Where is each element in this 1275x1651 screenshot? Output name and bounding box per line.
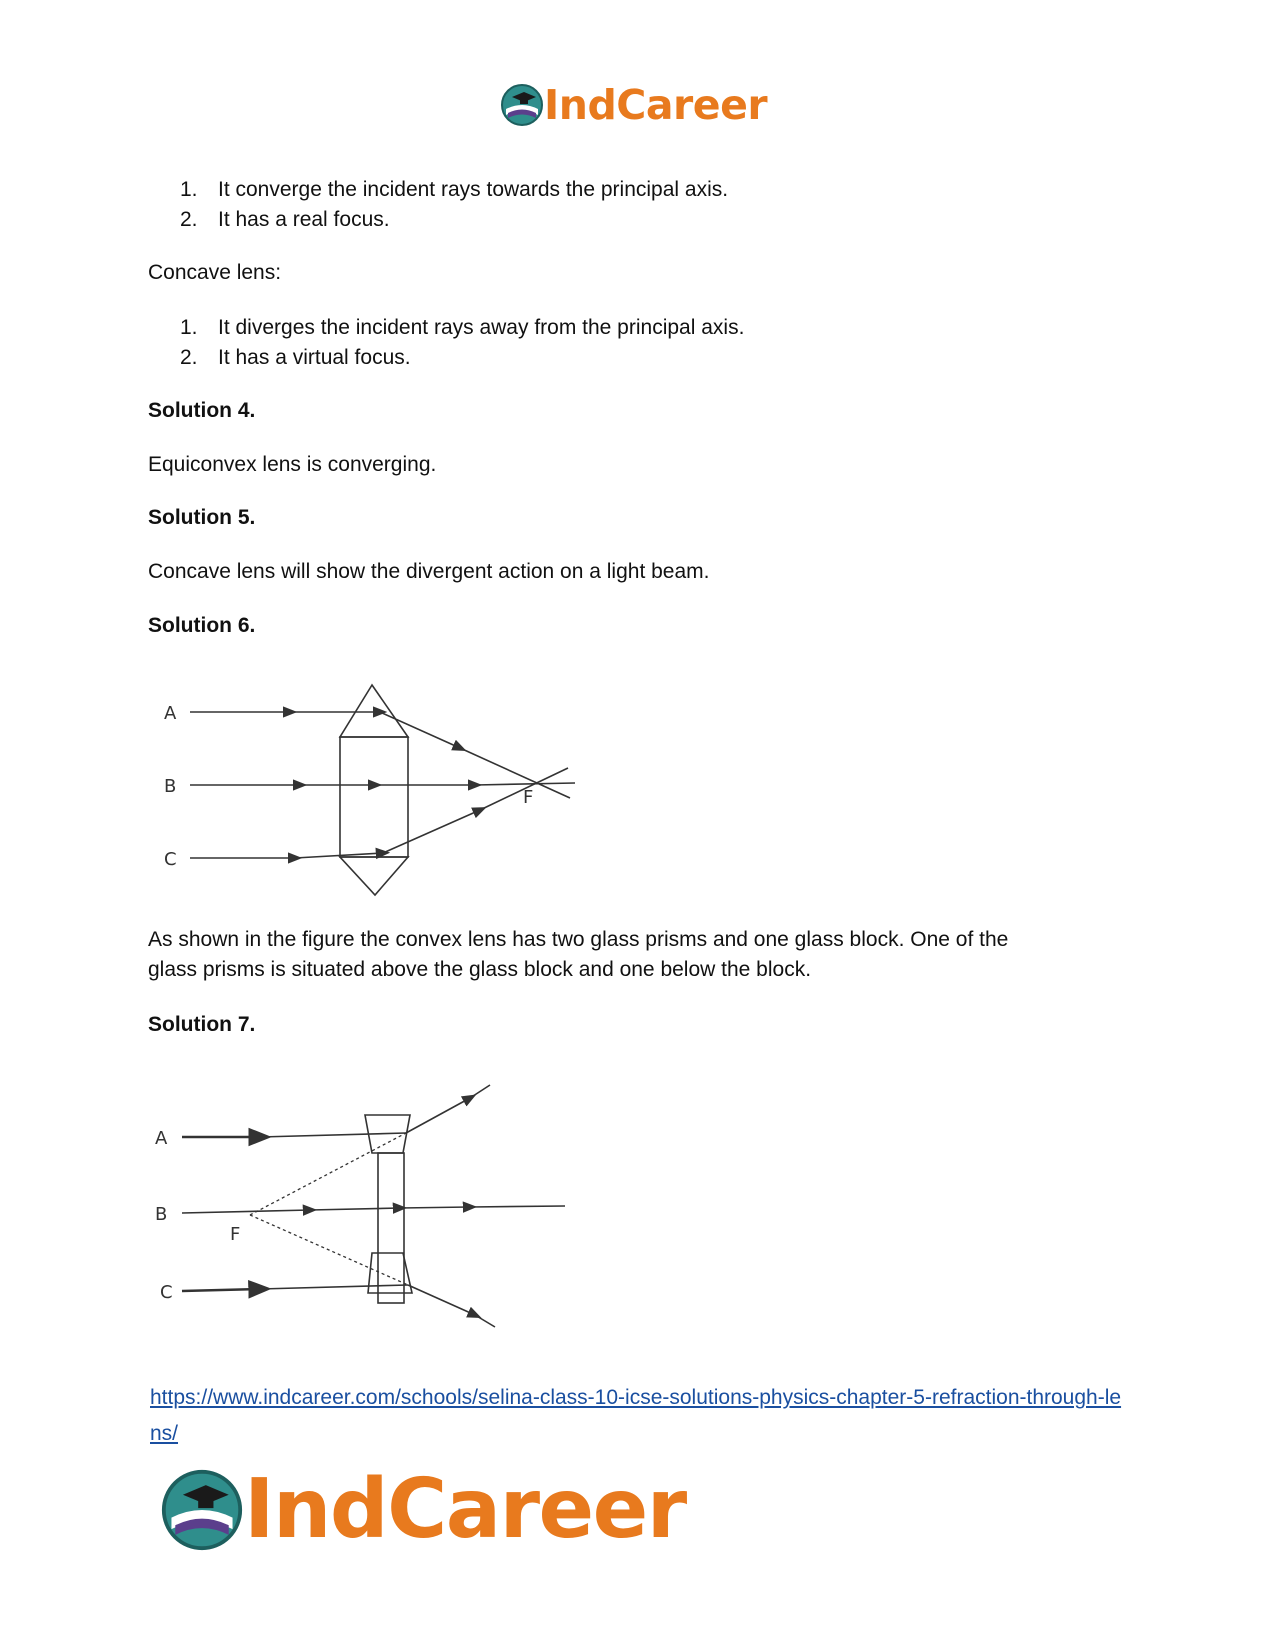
concave-lens-diagram: [150, 1065, 580, 1335]
globe-book-icon: [160, 1468, 244, 1552]
solution7-heading: Solution 7.: [148, 1013, 256, 1036]
ray-c-label: C: [160, 1282, 173, 1303]
solution4-heading: Solution 4.: [148, 399, 256, 422]
solution6-answer-line2: glass prisms is situated above the glass block and one below the block.: [148, 958, 812, 981]
header-logo: [500, 80, 767, 130]
brand-name: IndCareer: [544, 80, 768, 129]
focus-label: F: [230, 1224, 241, 1245]
solution5-answer: Concave lens will show the divergent action on a light beam.: [148, 560, 710, 583]
bottom-prism: [340, 857, 408, 895]
solution4-answer: Equiconvex lens is converging.: [148, 453, 437, 476]
solution5-heading: Solution 5.: [148, 506, 256, 529]
list-item: 1. It converge the incident rays towards the principal axis.: [180, 178, 729, 201]
ray-b-label: B: [155, 1204, 168, 1225]
convex-lens-list: [180, 175, 728, 235]
ray-b-label: B: [164, 776, 177, 797]
ray-c-label: C: [164, 849, 177, 870]
list-item: 1. It diverges the incident rays away from the principal axis.: [180, 316, 745, 339]
bottom-prism: [368, 1253, 412, 1293]
brand-name: IndCareer: [244, 1462, 686, 1557]
footer-logo: [160, 1462, 686, 1557]
source-url-link[interactable]: https://www.indcareer.com/schools/selina-class-10-icse-solutions-physics-chapter-5-refraction-through-lens/: [150, 1386, 1122, 1445]
glass-block: [340, 737, 408, 857]
top-prism: [340, 685, 408, 737]
concave-lens-list: [180, 313, 744, 373]
focus-label: F: [523, 787, 534, 808]
solution6-answer-line1: As shown in the figure the convex lens has two glass prisms and one glass block. One of the: [148, 928, 1009, 951]
concave-heading: Concave lens:: [148, 261, 282, 284]
ray-a-label: A: [155, 1128, 168, 1149]
ray-a-label: A: [164, 703, 177, 724]
solution6-heading: Solution 6.: [148, 614, 256, 637]
convex-lens-diagram: [150, 670, 590, 900]
list-item: 2. It has a virtual focus.: [180, 346, 411, 369]
glass-block: [378, 1153, 404, 1303]
globe-book-icon: [500, 83, 544, 127]
list-item: 2. It has a real focus.: [180, 208, 390, 231]
